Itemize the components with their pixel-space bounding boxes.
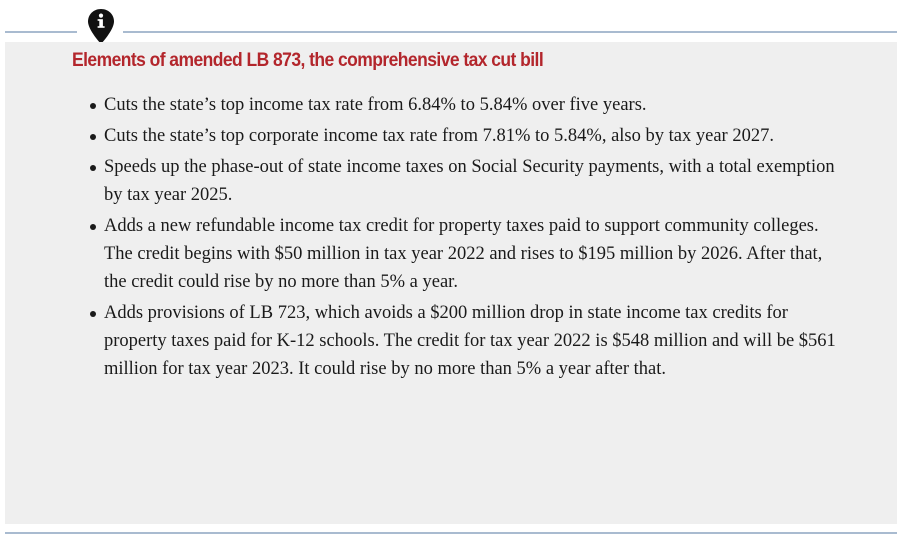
box-heading: Elements of amended LB 873, the comprehensive tax cut bill xyxy=(72,50,544,71)
top-divider-left xyxy=(5,31,77,33)
list-item: Cuts the state’s top corporate income tax rate from 7.81% to 5.84%, also by tax year 2027. xyxy=(104,122,844,150)
top-divider-right xyxy=(123,31,897,33)
list-item: Adds provisions of LB 723, which avoids a $200 million drop in state income tax credits for property taxes paid for K-12 schools. The credit for tax year 2022 is $548 million and will be $561 million for tax year 2023. It could rise by no more than 5% a year after that. xyxy=(104,299,844,383)
bottom-divider xyxy=(5,532,897,534)
bill-elements-list xyxy=(88,91,844,386)
list-item: Cuts the state’s top income tax rate from 6.84% to 5.84% over five years. xyxy=(104,91,844,119)
info-marker-icon xyxy=(86,8,116,46)
list-item: Adds a new refundable income tax credit for property taxes paid to support community colleges. The credit begins with $50 million in tax year 2022 and rises to $195 million by 2026. After that, the credit could rise by no more than 5% a year. xyxy=(104,212,844,296)
list-item: Speeds up the phase-out of state income taxes on Social Security payments, with a total exemption by tax year 2025. xyxy=(104,153,844,209)
